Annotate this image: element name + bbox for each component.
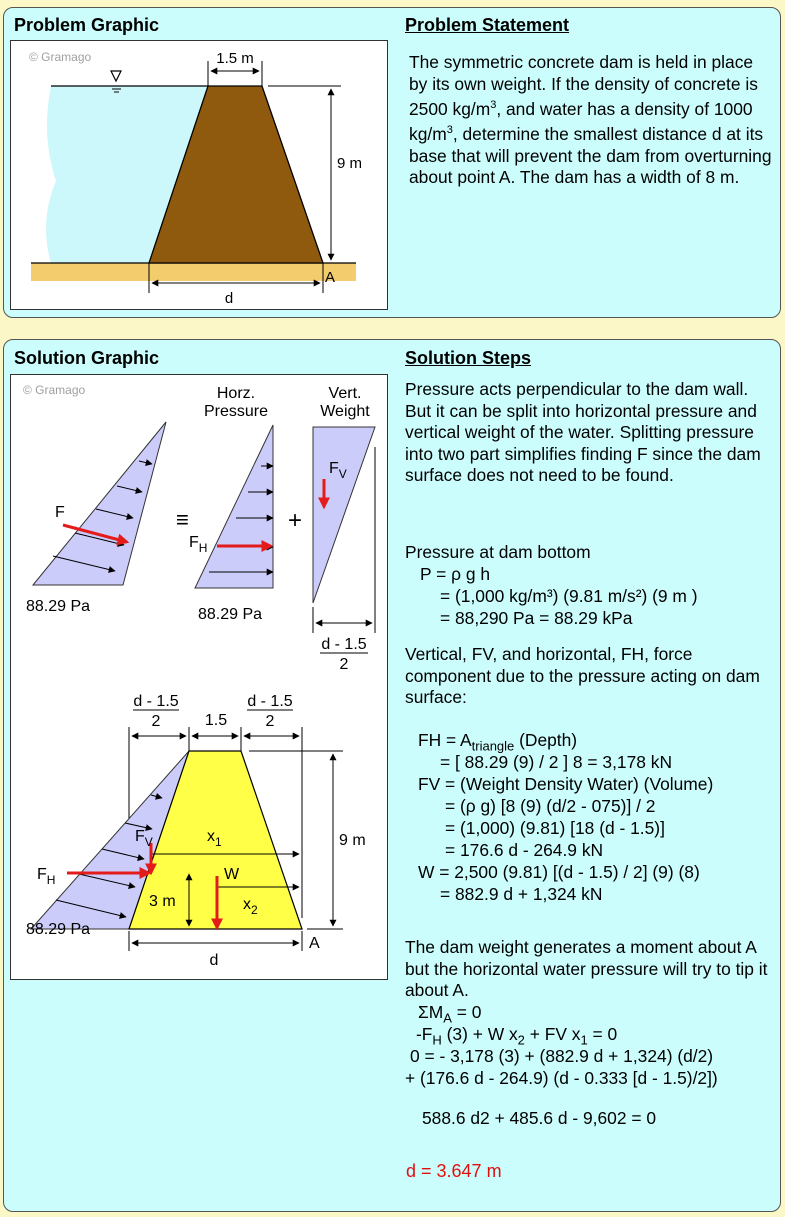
problem-graphic [10, 40, 388, 310]
solution-steps-header: Solution Steps [405, 348, 531, 368]
vert-weight-triangle [313, 427, 375, 603]
horz-title-2: Pressure [203, 403, 269, 420]
base-label: d [209, 952, 219, 969]
base-label: d [224, 290, 234, 307]
problem-panel [3, 7, 781, 318]
point-a-label: A [325, 269, 336, 286]
right-frac-den: 2 [265, 713, 275, 730]
equivalence-sign: ≡ [176, 507, 189, 532]
pressure-triangle [33, 422, 166, 585]
w-eq1: W = 2,500 (9.81) [(d - 1.5) / 2] (9) (8) [418, 862, 700, 882]
moment-eq2: $-F_H$ (3) + W $x_2$ + FV $x_1 = 0$ [416, 1024, 618, 1048]
vert-title-1: Vert. [328, 385, 362, 402]
intro-text: Pressure acts perpendicular to the dam wall. But it can be split into horizontal pressure and vertical weight of the water. Splitting pressure into two part simplifies finding F since the dam surface does not need to be found. [405, 379, 761, 485]
vert-title-2: Weight [320, 403, 370, 420]
pressure-label-3: 88.29 Pa [26, 921, 91, 938]
moment-eq4: + (176.6 d - 264.9) (d - 0.333 [d - 1.5)/2]) [405, 1068, 718, 1088]
pressure-title: Pressure at dam bottom [405, 542, 591, 562]
weight-w-label: W [224, 866, 240, 883]
dam-diagram [11, 41, 387, 309]
solution-graphic [10, 374, 388, 980]
fv-eq3: = (1,000) (9.81) [18 (d - 1.5)] [445, 818, 665, 838]
pressure-eq2: = (1,000 kg/m³) (9.81 m/s²) (9 m ) [440, 586, 698, 606]
ground [31, 263, 356, 281]
moment-eq3: 0 = - 3,178 (3) + (882.9 d + 1,324) (d/2) [410, 1046, 714, 1066]
moment-eq5: 588.6 d2 + 485.6 d - 9,602 = 0 [422, 1108, 657, 1128]
fv-eq2: = (ρ g) [8 (9) (d/2 - 075)] / 2 [445, 796, 656, 816]
force-fv-label: $F_V$ [329, 460, 347, 481]
vert-frac-den: 2 [339, 656, 349, 673]
copyright: © Gramago [23, 383, 86, 397]
dam-fh-label: $F_H$ [37, 866, 56, 887]
solution-diagram [11, 375, 387, 979]
dam-fv-label: $F_V$ [135, 828, 153, 849]
solution-graphic-header: Solution Graphic [14, 348, 160, 368]
top-width-label: 1.5 m [216, 50, 254, 67]
top-width-label: 1.5 [204, 712, 228, 729]
point-a-label: A [309, 935, 320, 952]
x1-label: $x_1$ [207, 828, 222, 849]
final-answer: d = 3.647 m [406, 1161, 502, 1181]
vert-frac-num: d - 1.5 [321, 636, 367, 653]
force-fh-label: $F_H$ [189, 534, 208, 555]
copyright: © Gramago [29, 50, 92, 64]
fh-eq2: = [ 88.29 (9) / 2 ] 8 = 3,178 kN [440, 752, 673, 772]
pressure-eq1: P = ρ g h [420, 564, 491, 584]
forces-intro: Vertical, FV, and horizontal, FH, force component due to the pressure acting on dam surface: [405, 644, 760, 707]
fv-eq1: FV = (Weight Density Water) (Volume) [418, 774, 714, 794]
pressure-eq3: = 88,290 Pa = 88.29 kPa [440, 608, 633, 628]
left-frac-den: 2 [151, 713, 161, 730]
pressure-label-1: 88.29 Pa [26, 598, 91, 615]
horz-title-1: Horz. [216, 385, 256, 402]
height-label: 9 m [339, 832, 366, 849]
plus-sign: + [288, 507, 303, 534]
left-frac-num: d - 1.5 [133, 693, 179, 710]
problem-graphic-header: Problem Graphic [14, 15, 160, 35]
solution-panel [3, 339, 781, 1212]
three-m-label: 3 m [149, 893, 176, 910]
moment-intro: The dam weight generates a moment about A but the horizontal water pressure will try to tip it about A. [405, 937, 768, 1000]
x2-label: $x_2$ [243, 896, 258, 917]
w-eq2: = 882.9 d + 1,324 kN [440, 884, 603, 904]
height-label: 9 m [337, 155, 363, 172]
fh-eq1: FH = $A_{triangle}$ (Depth) [418, 730, 578, 754]
moment-eq1: $\Sigma M_A = 0$ [418, 1002, 482, 1026]
problem-statement-text: The symmetric concrete dam is held in place by its own weight. If the density of concrete is 2500 $kg/m^3$, and water has a density of 1000 $kg/m^3$, determine the smallest distance d at its base that will prevent the dam from overturning about point A. The dam has a width of 8 m. [409, 52, 772, 188]
right-frac-num: d - 1.5 [247, 693, 293, 710]
horz-pressure-triangle [195, 425, 273, 588]
fv-eq4: = 176.6 d - 264.9 kN [445, 840, 604, 860]
pressure-label-2: 88.29 Pa [198, 606, 263, 623]
problem-statement-header: Problem Statement [405, 15, 570, 35]
force-f-label: F [55, 504, 65, 521]
